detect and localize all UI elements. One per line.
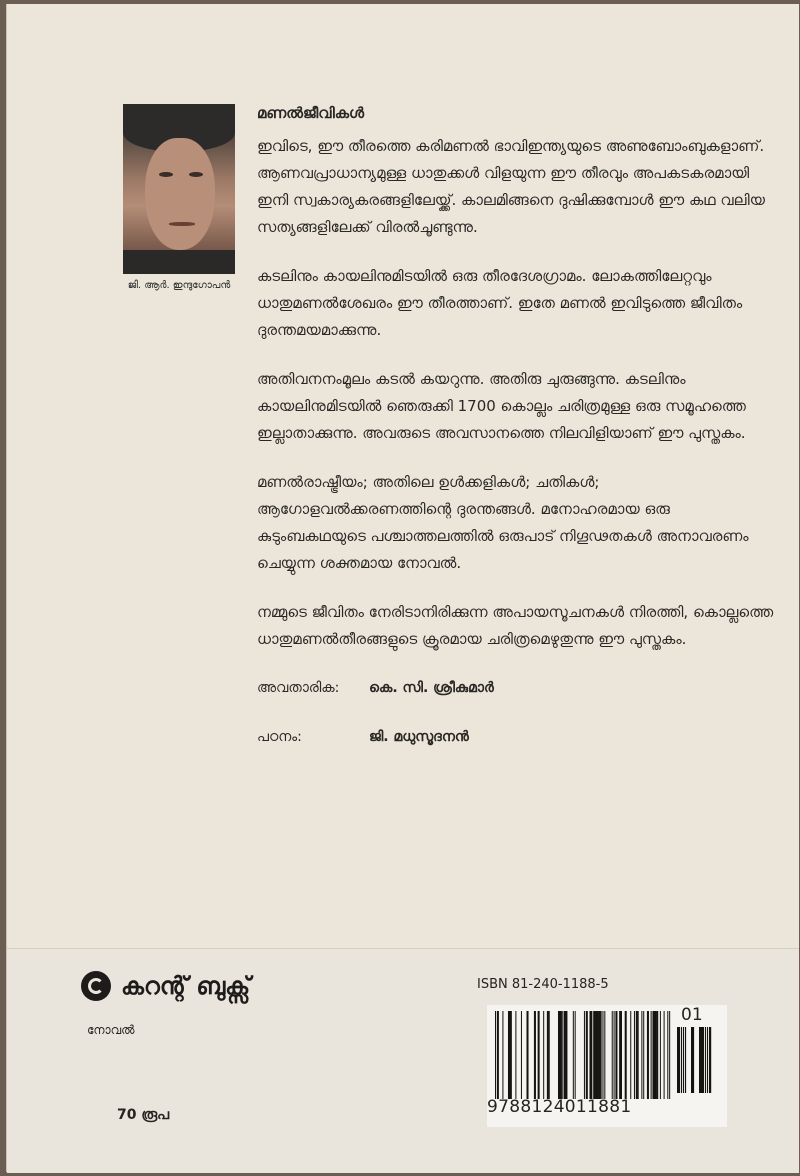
publisher-logo-icon — [81, 971, 111, 1001]
barcode-ean-digits: 9788124011881 — [487, 1097, 632, 1117]
blurb-paragraph: അതിവനനംമൂലം കടൽ കയറുന്നു. അതിരു ചുരുങ്ങുന്നു. കടലിനും കായലിനുമിടയിൽ ഞെരുക്കി 1700 കൊല്ലം ചരിത്രമുള്ള ഒരു സമൂഹത്തെ ഇല്ലാതാക്കുന്നു. അവരുടെ അവസാനത്തെ നിലവിളിയാണ് ഈ പുസ്തകം. — [257, 370, 746, 442]
publisher-logo-block — [81, 971, 250, 1001]
credit-value: ജി. മധുസൂദനൻ — [369, 729, 469, 745]
cover-lower-panel — [7, 948, 799, 1173]
isbn-label: ISBN 81-240-1188-5 — [477, 977, 609, 992]
barcode-bars-icon — [495, 1011, 671, 1099]
book-title: മണൽജീവികൾ — [257, 104, 365, 122]
genre-label: നോവൽ — [87, 1023, 135, 1037]
book-back-cover — [6, 4, 799, 1172]
credit-value: കെ. സി. ശ്രീകുമാർ — [369, 680, 494, 696]
barcode-addon-bars-icon — [677, 1027, 717, 1093]
author-caption: ജി. ആർ. ഇന്ദുഗോപൻ — [127, 280, 231, 291]
credit-label: പഠനം: — [257, 729, 302, 745]
publisher-name: കറന്റ് ബുക്സ് — [121, 972, 251, 1000]
blurb-paragraph: ഇവിടെ, ഈ തീരത്തെ കരിമണൽ ഭാവിഇന്ത്യയുടെ അണുബോംബുകളാണ്. ആണവപ്രാധാന്യമുള്ള ധാതുക്കൾ വിളയുന്ന ഈ തീരവും അപകടകരമായി ഇനി സ്വകാര്യകരങ്ങളിലേയ്ക്ക്. കാലമിങ്ങനെ ദുഷിക്കുമ്പോൾ ഈ കഥ വലിയ സത്യങ്ങളിലേക്ക് വിരൽചൂണ്ടുന്നു. — [257, 137, 765, 236]
blurb-paragraph: നമ്മുടെ ജീവിതം നേരിടാനിരിക്കുന്ന അപായസൂചനകൾ നിരത്തി, കൊല്ലത്തെ ധാതുമണൽതീരങ്ങളുടെ ക്രൂരമായ ചരിത്രമെഴുതുന്നു ഈ പുസ്തകം. — [257, 603, 774, 648]
author-photo — [123, 104, 235, 274]
blurb-paragraph: കടലിനും കായലിനുമിടയിൽ ഒരു തീരദേശഗ്രാമം. ലോകത്തിലേറ്റവും ധാതുമണൽശേഖരം ഈ തീരത്താണ്. ഇതേ മണൽ ഇവിടുത്തെ ജീവിതം ദുരന്തമയമാക്കുന്നു. — [257, 267, 743, 339]
blurb — [257, 100, 777, 773]
cover-upper-panel — [7, 4, 799, 948]
credit-introduction — [257, 675, 777, 702]
blurb-paragraph: മണൽരാഷ്ട്രീയം; അതിലെ ഉൾക്കളികൾ; ചതികൾ; ആഗോളവൽക്കരണത്തിന്റെ ദുരന്തങ്ങൾ. മനോഹരമായ ഒരു കുടുംബകഥയുടെ പശ്ചാത്തലത്തിൽ ഒരുപാട് നിഗൂഢതകൾ അനാവരണം ചെയ്യുന്ന ശക്തമായ നോവൽ. — [257, 473, 749, 572]
barcode-addon-digits: 01 — [681, 1005, 703, 1025]
barcode — [487, 1005, 727, 1127]
credit-label: അവതാരിക: — [257, 680, 340, 696]
credit-study — [257, 724, 777, 751]
price-label: 70 രൂപ — [117, 1107, 170, 1123]
